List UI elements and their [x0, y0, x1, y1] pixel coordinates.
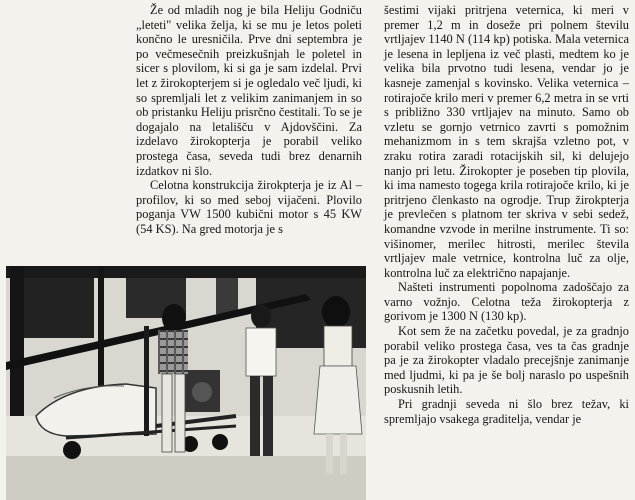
- paragraph: Kot sem že na začetku povedal, je za gradnjo porabil veliko prostega časa, ves ta čas gradnje pa je za žirokopter vladalo precejšnje zanimanje med ljudmi, ki pa je še bolj naraslo po uspešnih poskusnih letih.: [384, 324, 629, 397]
- article-right-column: [384, 3, 629, 426]
- gyrocopter-photo: [6, 266, 366, 500]
- paragraph: šestimi vijaki pritrjena veternica, ki meri v premer 1,2 m in dosežе pri polnem številu vrtljajev 1140 N (114 kp) potiska. Mala veternica je lesena in lepljena iz več plasti, medtem ko je velika bila prvotno tudi lesena, vendar jo je kasneje zamenjal s kovinsko. Velika veternica – rotirajoče krilo meri v premer 6,2 metra in se vrti s približno 330 vrtljajev na minuto. Samo ob vzletu se gornjo vetrnico zavrti s pomožnim mehanizmom in s tem skrajša vzletno pot, v zraku rotira zaradi rotacijskih sil, ki delujejo nanjo pri letu. Žirokopter je poseben tip plovila, ki ima namesto togega krila rotirajoče krilo, ki je pritrjeno členkasto na ogrodje. Trup žirokpterja je prevlečen s platnom ter skriva v sebi sedež, komandne vzvode in merilne instrumente. Ti so: višinomer, merilec hitrosti, merilec števila vrtljajev male vetrnice, kontrolna luč za olje, kontrolna luč za električno napajanje.: [384, 3, 629, 280]
- paragraph: Pri gradnji seveda ni šlo brez težav, ki spremljajo vsakega graditelja, vendar je: [384, 397, 629, 426]
- paragraph: Že od mladih nog je bila Heliju Godniču „leteti" velika želja, ki se mu je letos poleti končno le uresničila. Prve dni septembra je po večmesečnih preizkušnjah le poletel in sicer s plovilom, ki si ga je sam izdelal. Prvi let z žirokopterjem si je ogledalo več ljudi, ki so spremljali let z velikim zanimanjem in so ob pristanku Heliju prisrčno čestitali. To se je dogajalo na letališču v Ajdovščini. Za izdelavo žirokopterja je porabil veliko prostega časa, seveda tudi brez denarnih izdatkov ni šlo.: [136, 3, 362, 178]
- photo-gyrocopter-people-icon: [6, 266, 366, 500]
- paragraph: Celotna konstrukcija žirokpterja je iz Al – profilov, ki so med seboj vijačeni. Plovilo poganja VW 1500 kubični motor s 45 KW (54 KS). Na gred motorja je s: [136, 178, 362, 236]
- article-left-column: [136, 3, 362, 237]
- paragraph: Našteti instrumenti popolnoma zadoščajo za varno vožnjo. Celotna teža žirokopterja z gorivom je 1300 N (130 kp).: [384, 280, 629, 324]
